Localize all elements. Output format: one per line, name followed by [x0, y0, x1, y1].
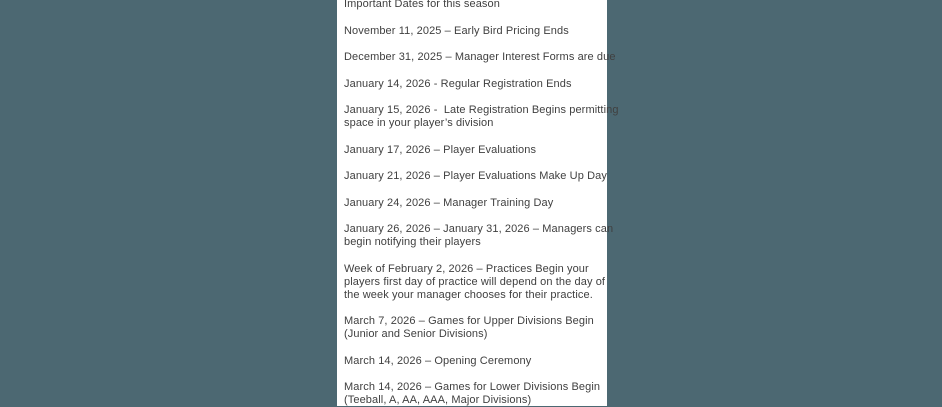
date-item-manager-training	[344, 197, 598, 210]
date-item-text: January 26, 2026 – January 31, 2026 – Managers can	[344, 223, 614, 235]
date-item-text: players first day of practice will depend on the day of	[344, 275, 606, 288]
date-item-text: Week of February 2, 2026 – Practices Begin your	[344, 262, 589, 275]
date-item-text: March 14, 2026 – Games for Lower Divisions Begin	[344, 381, 601, 393]
important-dates-heading	[344, 0, 598, 11]
date-item-text: January 14, 2026 - Regular Registration Ends	[344, 77, 572, 90]
date-item-practices-begin	[344, 262, 606, 302]
date-item-managers-notify-players	[344, 223, 614, 249]
date-item-text: (Junior and Senior Divisions)	[344, 328, 488, 340]
date-item-text: the week your manager chooses for their practice.	[344, 288, 593, 301]
date-item-manager-interest-forms	[344, 51, 616, 64]
date-item-text: March 14, 2026 – Opening Ceremony	[344, 354, 532, 367]
date-item-regular-registration-ends	[344, 78, 598, 91]
date-item-text: January 21, 2026 – Player Evaluations Make Up Day	[344, 170, 607, 182]
date-item-opening-ceremony	[344, 355, 598, 368]
date-item-text: January 17, 2026 – Player Evaluations	[344, 143, 537, 156]
date-item-lower-division-games	[344, 381, 601, 407]
date-item-upper-division-games	[344, 315, 598, 341]
date-item-text: begin notifying their players	[344, 236, 481, 248]
date-item-text: January 24, 2026 – Manager Training Day	[344, 196, 554, 209]
date-item-player-evaluations	[344, 144, 598, 157]
important-dates-content	[337, 0, 619, 406]
date-item-text: space in your player’s division	[344, 117, 494, 129]
heading-text: Important Dates for this season	[344, 0, 500, 10]
date-item-text: January 15, 2026 - Late Registration Begins permitting	[344, 104, 619, 116]
date-item-evaluations-makeup	[344, 170, 607, 183]
date-item-late-registration-begins	[344, 104, 619, 130]
date-item-text: November 11, 2025 – Early Bird Pricing Ends	[344, 24, 569, 37]
date-item-text: March 7, 2026 – Games for Upper Divisions Begin	[344, 315, 594, 327]
date-item-early-bird	[344, 25, 598, 38]
date-item-text: December 31, 2025 – Manager Interest Forms are due	[344, 51, 616, 63]
date-item-text: (Teeball, A, AA, AAA, Major Divisions)	[344, 394, 532, 406]
